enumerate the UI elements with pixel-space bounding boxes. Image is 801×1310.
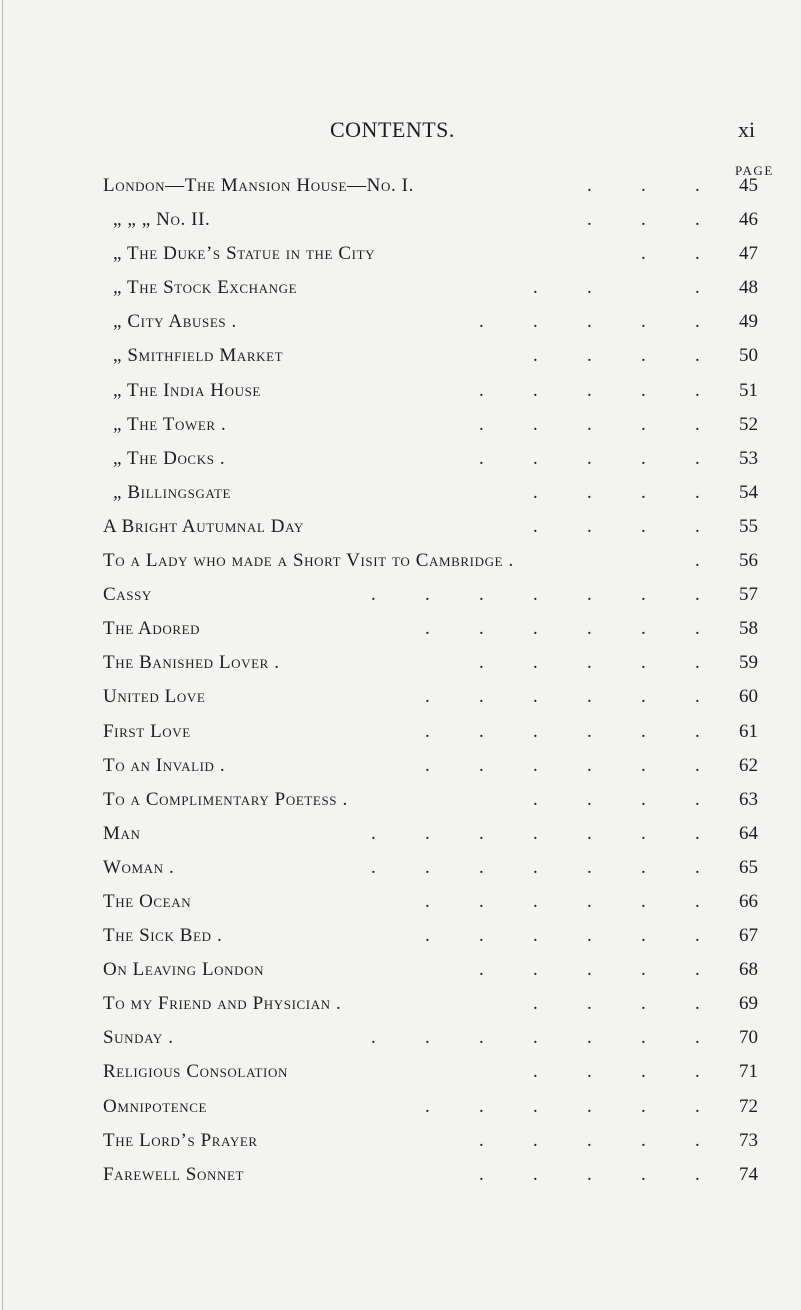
entry-page-number: 46: [739, 209, 758, 231]
toc-entry: [0, 956, 801, 990]
entry-page-number: 67: [739, 925, 758, 947]
leader-dot: .: [695, 720, 700, 742]
leader-dot: .: [425, 925, 430, 947]
entry-page-number: 51: [739, 379, 758, 401]
entry-page-number: 53: [739, 447, 758, 469]
running-head: [0, 117, 801, 147]
leader-dot: .: [425, 686, 430, 708]
leader-dot: .: [695, 822, 700, 844]
leader-dot: .: [641, 379, 646, 401]
leader-dot: .: [695, 481, 700, 503]
leader-dot: .: [641, 1163, 646, 1185]
toc-entry: [0, 683, 801, 717]
leader-dot: .: [695, 993, 700, 1015]
page-number: xi: [738, 117, 756, 142]
leader-dot: .: [479, 890, 484, 912]
leader-dot: .: [479, 447, 484, 469]
leader-dot: .: [641, 243, 646, 265]
entry-title: „ The Duke’s Statue in the City: [113, 243, 376, 265]
leader-dot: .: [641, 1027, 646, 1049]
leader-dot: .: [587, 890, 592, 912]
entry-title: The Sick Bed .: [103, 925, 223, 947]
entry-page-number: 69: [739, 993, 758, 1015]
leader-dot: .: [533, 856, 538, 878]
leader-dot: .: [641, 447, 646, 469]
leader-dot: .: [587, 209, 592, 231]
entry-title: „ The Tower .: [113, 413, 227, 435]
toc-entry: [0, 479, 801, 513]
entry-page-number: 54: [739, 481, 758, 503]
leader-dot: .: [587, 515, 592, 537]
leader-dot: .: [533, 652, 538, 674]
leader-dot: .: [425, 584, 430, 606]
toc-entry: [0, 342, 801, 376]
leader-dot: .: [533, 311, 538, 333]
toc-entry: [0, 240, 801, 274]
toc-entry: [0, 274, 801, 308]
entry-title: First Love: [103, 720, 191, 742]
leader-dot: .: [479, 1095, 484, 1117]
entry-page-number: 56: [739, 550, 758, 572]
entry-page-number: 59: [739, 652, 758, 674]
entry-page-number: 61: [739, 720, 758, 742]
toc-entry: [0, 513, 801, 547]
toc-entry: [0, 922, 801, 956]
leader-dot: .: [641, 856, 646, 878]
leader-dot: .: [641, 1061, 646, 1083]
entry-page-number: 58: [739, 618, 758, 640]
entry-title: To a Lady who made a Short Visit to Cambridge .: [103, 550, 514, 572]
leader-dot: .: [641, 959, 646, 981]
leader-dot: .: [587, 993, 592, 1015]
leader-dot: .: [425, 1027, 430, 1049]
leader-dot: .: [641, 890, 646, 912]
toc-entry: [0, 1024, 801, 1058]
leader-dot: .: [587, 345, 592, 367]
leader-dot: .: [695, 754, 700, 776]
leader-dot: .: [533, 925, 538, 947]
leader-dot: .: [695, 1027, 700, 1049]
leader-dot: .: [641, 652, 646, 674]
leader-dot: .: [533, 720, 538, 742]
leader-dot: .: [425, 890, 430, 912]
leader-dot: .: [641, 345, 646, 367]
table-of-contents: [0, 172, 801, 1195]
leader-dot: .: [695, 515, 700, 537]
leader-dot: .: [533, 379, 538, 401]
entry-page-number: 65: [739, 856, 758, 878]
leader-dot: .: [533, 959, 538, 981]
leader-dot: .: [533, 413, 538, 435]
leader-dot: .: [641, 1129, 646, 1151]
leader-dot: .: [479, 652, 484, 674]
leader-dot: .: [641, 481, 646, 503]
leader-dot: .: [587, 652, 592, 674]
leader-dot: .: [587, 686, 592, 708]
leader-dot: .: [533, 890, 538, 912]
leader-dot: .: [533, 618, 538, 640]
entry-page-number: 57: [739, 584, 758, 606]
leader-dot: .: [425, 856, 430, 878]
leader-dot: .: [695, 788, 700, 810]
entry-title: Religious Consolation: [103, 1061, 288, 1083]
toc-entry: [0, 752, 801, 786]
entry-title: Cassy: [103, 584, 152, 606]
leader-dot: .: [587, 1129, 592, 1151]
toc-entry: [0, 718, 801, 752]
entry-title: To an Invalid .: [103, 754, 226, 776]
entry-page-number: 49: [739, 311, 758, 333]
entry-page-number: 45: [739, 175, 758, 196]
entry-title: The Adored: [103, 618, 201, 640]
toc-entry: [0, 1161, 801, 1195]
leader-dot: .: [371, 584, 376, 606]
leader-dot: .: [641, 993, 646, 1015]
toc-entry: [0, 786, 801, 820]
leader-dot: .: [533, 1061, 538, 1083]
leader-dot: .: [587, 447, 592, 469]
leader-dot: .: [425, 754, 430, 776]
leader-dot: .: [695, 925, 700, 947]
leader-dot: .: [695, 413, 700, 435]
leader-dot: .: [641, 175, 646, 196]
leader-dot: .: [587, 925, 592, 947]
leader-dot: .: [695, 1129, 700, 1151]
toc-entry: [0, 445, 801, 479]
leader-dot: .: [641, 822, 646, 844]
leader-dot: .: [695, 379, 700, 401]
leader-dot: .: [425, 822, 430, 844]
entry-page-number: 50: [739, 345, 758, 367]
leader-dot: .: [695, 1163, 700, 1185]
toc-entry: [0, 854, 801, 888]
leader-dot: .: [695, 311, 700, 333]
leader-dot: .: [371, 1027, 376, 1049]
entry-page-number: 52: [739, 413, 758, 435]
entry-title: London—The Mansion House—No. I.: [103, 175, 414, 196]
leader-dot: .: [641, 209, 646, 231]
leader-dot: .: [695, 856, 700, 878]
entry-page-number: 71: [739, 1061, 758, 1083]
leader-dot: .: [587, 1163, 592, 1185]
leader-dot: .: [587, 1061, 592, 1083]
leader-dot: .: [695, 550, 700, 572]
toc-entry: [0, 377, 801, 411]
leader-dot: .: [641, 686, 646, 708]
entry-title: A Bright Autumnal Day: [103, 515, 304, 537]
entry-title: To a Complimentary Poetess .: [103, 788, 348, 810]
toc-entry: [0, 206, 801, 240]
leader-dot: .: [533, 822, 538, 844]
leader-dot: .: [479, 959, 484, 981]
leader-dot: .: [587, 413, 592, 435]
leader-dot: .: [695, 686, 700, 708]
leader-dot: .: [641, 618, 646, 640]
leader-dot: .: [479, 686, 484, 708]
leader-dot: .: [533, 993, 538, 1015]
entry-page-number: 48: [739, 277, 758, 299]
leader-dot: .: [641, 515, 646, 537]
leader-dot: .: [695, 243, 700, 265]
toc-entry: [0, 1058, 801, 1092]
entry-page-number: 70: [739, 1027, 758, 1049]
toc-entry: [0, 411, 801, 445]
leader-dot: .: [479, 618, 484, 640]
leader-dot: .: [425, 1095, 430, 1117]
toc-entry: [0, 1093, 801, 1127]
leader-dot: .: [695, 652, 700, 674]
leader-dot: .: [479, 822, 484, 844]
leader-dot: .: [695, 584, 700, 606]
leader-dot: .: [587, 1095, 592, 1117]
leader-dot: .: [587, 754, 592, 776]
entry-title: Omnipotence: [103, 1095, 208, 1117]
toc-entry: [0, 649, 801, 683]
leader-dot: .: [533, 686, 538, 708]
leader-dot: .: [479, 379, 484, 401]
leader-dot: .: [533, 754, 538, 776]
leader-dot: .: [479, 754, 484, 776]
leader-dot: .: [695, 1095, 700, 1117]
entry-title: Farewell Sonnet: [103, 1163, 245, 1185]
leader-dot: .: [479, 856, 484, 878]
leader-dot: .: [695, 890, 700, 912]
leader-dot: .: [587, 720, 592, 742]
leader-dot: .: [587, 277, 592, 299]
leader-dot: .: [533, 277, 538, 299]
leader-dot: .: [641, 1095, 646, 1117]
leader-dot: .: [641, 754, 646, 776]
leader-dot: .: [695, 209, 700, 231]
leader-dot: .: [533, 345, 538, 367]
toc-entry: [0, 547, 801, 581]
leader-dot: .: [533, 481, 538, 503]
leader-dot: .: [695, 277, 700, 299]
leader-dot: .: [587, 311, 592, 333]
toc-entry: [0, 308, 801, 342]
leader-dot: .: [533, 1027, 538, 1049]
leader-dot: .: [533, 788, 538, 810]
leader-dot: .: [695, 959, 700, 981]
entry-title: „ The India House: [113, 379, 261, 401]
leader-dot: .: [425, 720, 430, 742]
leader-dot: .: [695, 618, 700, 640]
entry-title: „ City Abuses .: [113, 311, 237, 333]
toc-entry: [0, 581, 801, 615]
leader-dot: .: [587, 618, 592, 640]
leader-dot: .: [587, 175, 592, 196]
leader-dot: .: [479, 413, 484, 435]
leader-dot: .: [533, 515, 538, 537]
leader-dot: .: [587, 822, 592, 844]
entry-page-number: 63: [739, 788, 758, 810]
toc-entry: [0, 172, 801, 206]
entry-title: On Leaving London: [103, 959, 265, 981]
toc-entry: [0, 1127, 801, 1161]
leader-dot: .: [425, 618, 430, 640]
entry-title: „ „ „ No. II.: [113, 209, 211, 231]
leader-dot: .: [587, 481, 592, 503]
leader-dot: .: [479, 1027, 484, 1049]
leader-dot: .: [641, 413, 646, 435]
leader-dot: .: [533, 1129, 538, 1151]
leader-dot: .: [533, 1095, 538, 1117]
leader-dot: .: [371, 856, 376, 878]
entry-page-number: 72: [739, 1095, 758, 1117]
entry-title: Woman .: [103, 856, 175, 878]
leader-dot: .: [695, 345, 700, 367]
toc-entry: [0, 888, 801, 922]
leader-dot: .: [587, 584, 592, 606]
page-column-label: PAGE: [735, 163, 774, 178]
entry-page-number: 73: [739, 1129, 758, 1151]
entry-title: „ The Docks .: [113, 447, 226, 469]
entry-page-number: 62: [739, 754, 758, 776]
entry-title: The Lord’s Prayer: [103, 1129, 258, 1151]
leader-dot: .: [479, 1163, 484, 1185]
entry-title: The Ocean: [103, 890, 192, 912]
entry-title: Sunday .: [103, 1027, 174, 1049]
entry-page-number: 64: [739, 822, 758, 844]
leader-dot: .: [695, 1061, 700, 1083]
leader-dot: .: [533, 1163, 538, 1185]
entry-page-number: 55: [739, 515, 758, 537]
leader-dot: .: [641, 720, 646, 742]
leader-dot: .: [641, 925, 646, 947]
leader-dot: .: [479, 311, 484, 333]
leader-dot: .: [479, 1129, 484, 1151]
leader-dot: .: [479, 925, 484, 947]
entry-page-number: 47: [739, 243, 758, 265]
leader-dot: .: [641, 311, 646, 333]
leader-dot: .: [533, 584, 538, 606]
entry-title: The Banished Lover .: [103, 652, 280, 674]
entry-title: United Love: [103, 686, 206, 708]
leader-dot: .: [641, 584, 646, 606]
toc-entry: [0, 990, 801, 1024]
leader-dot: .: [641, 788, 646, 810]
leader-dot: .: [479, 584, 484, 606]
leader-dot: .: [587, 788, 592, 810]
leader-dot: .: [587, 1027, 592, 1049]
leader-dot: .: [479, 720, 484, 742]
entry-title: „ The Stock Exchange: [113, 277, 298, 299]
leader-dot: .: [371, 822, 376, 844]
leader-dot: .: [587, 379, 592, 401]
entry-page-number: 60: [739, 686, 758, 708]
toc-entry: [0, 615, 801, 649]
leader-dot: .: [695, 175, 700, 196]
page-title: CONTENTS.: [330, 117, 455, 142]
leader-dot: .: [695, 447, 700, 469]
entry-title: To my Friend and Physician .: [103, 993, 342, 1015]
leader-dot: .: [533, 447, 538, 469]
toc-entry: [0, 820, 801, 854]
leader-dot: .: [587, 856, 592, 878]
entry-title: „ Smithfield Market: [113, 345, 284, 367]
entry-page-number: 68: [739, 959, 758, 981]
entry-title: „ Billingsgate: [113, 481, 232, 503]
entry-title: Man: [103, 822, 141, 844]
entry-page-number: 66: [739, 890, 758, 912]
leader-dot: .: [587, 959, 592, 981]
entry-page-number: 74: [739, 1163, 758, 1185]
